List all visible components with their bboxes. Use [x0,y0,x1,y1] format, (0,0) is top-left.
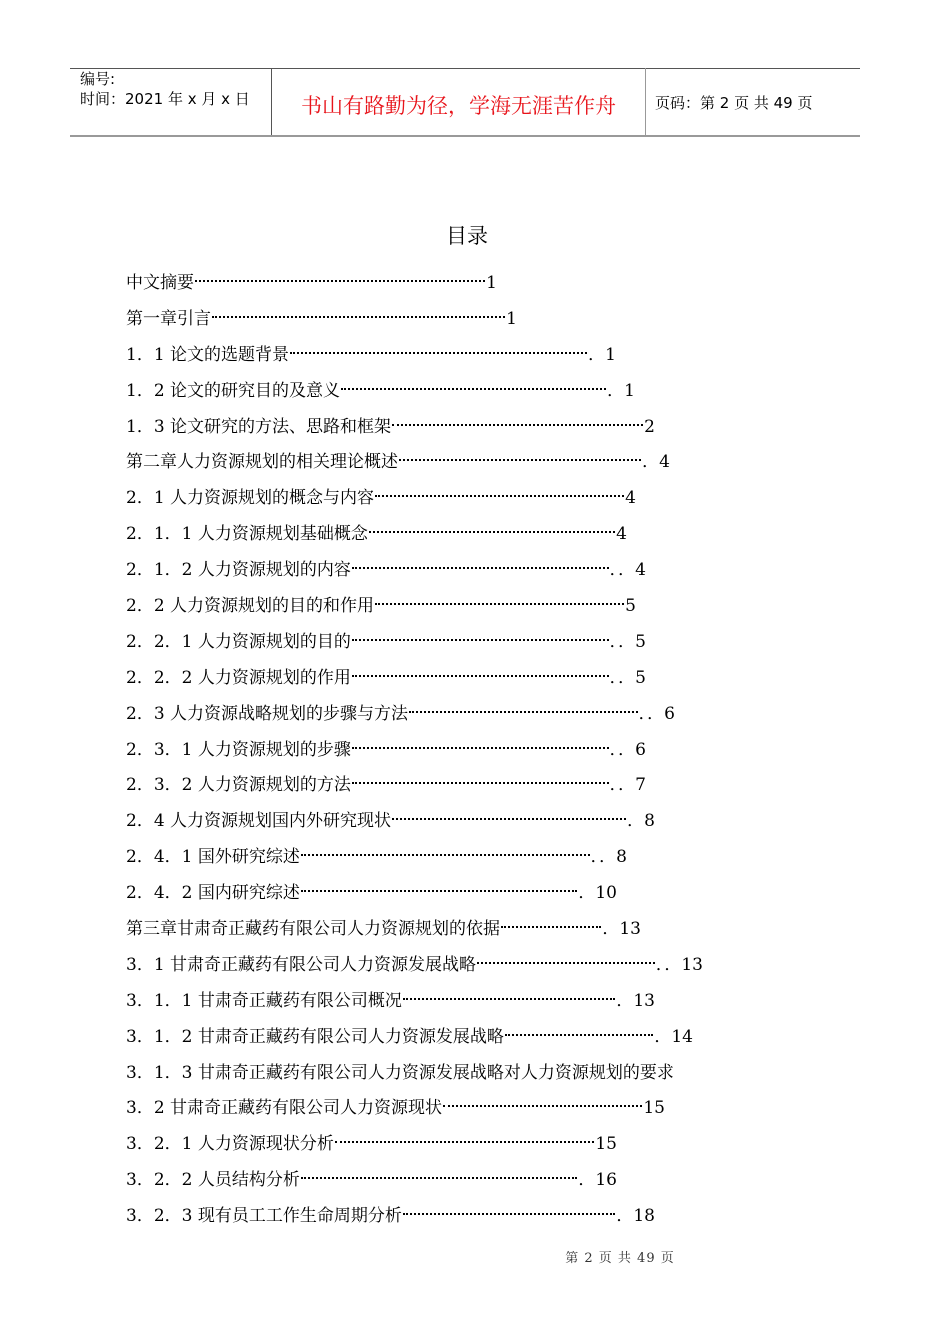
dot-leader [352,639,609,641]
toc-entry[interactable] [126,589,636,625]
dot-leader [301,854,590,856]
toc-entry[interactable] [126,481,636,517]
toc-entry-page: ．．6 [638,703,675,724]
toc-entry-title: 第三章甘肃奇正藏药有限公司人力资源规划的依据 [126,919,500,940]
toc-entry[interactable] [126,266,497,302]
toc-entry-title: 第一章引言 [126,308,211,329]
document-number-label: 编号: [80,70,116,88]
toc-entry-page: ．13 [616,990,655,1011]
toc-entry-page: ．14 [654,1026,693,1047]
dot-leader [341,388,606,390]
toc-entry[interactable] [126,1091,665,1127]
dot-leader [375,495,624,497]
toc-entry-title: 3．1．1 甘肃奇正藏药有限公司概况 [126,990,402,1011]
toc-entry-title: 2．3．2 人力资源规划的方法 [126,775,351,796]
toc-entry-title: 3．1．3 甘肃奇正藏药有限公司人力资源发展战略对人力资源规划的要求 [126,1062,674,1083]
toc-entry-page: ．13 [602,919,641,940]
toc-entry[interactable] [126,804,655,840]
toc-entry[interactable] [126,445,670,481]
toc-entry-page: ．16 [578,1170,617,1191]
dot-leader [195,280,485,282]
toc-entry-title: 3．2．3 现有员工工作生命周期分析 [126,1206,402,1227]
toc-entry-page: ．1 [588,344,616,365]
dot-leader [301,1177,578,1179]
toc-entry-page: ．4 [642,452,670,473]
toc-entry-title: 3．2．1 人力资源现状分析 [126,1134,334,1155]
dot-leader [352,782,609,784]
toc-entry[interactable] [126,517,627,553]
dot-leader [399,459,641,461]
toc-entry-title: 中文摘要 [126,273,194,293]
toc-entry[interactable] [126,984,655,1020]
toc-entry[interactable] [126,1127,617,1163]
toc-title: 目录 [446,224,488,248]
header-divider [645,68,646,136]
toc-entry-title: 3．2 甘肃奇正藏药有限公司人力资源现状 [126,1098,443,1119]
dot-leader [392,818,626,820]
dot-leader [290,352,587,354]
toc-entry-page: ．．7 [609,775,646,796]
toc-entry-title: 第二章人力资源规划的相关理论概述 [126,452,398,473]
toc-entry-title: 1．3 论文研究的方法、思路和框架 [126,416,392,437]
dot-leader [392,424,643,426]
dot-leader [477,962,655,964]
toc-entry-page: 15 [595,1134,617,1155]
dot-leader [505,1034,654,1036]
toc-entry-title: 3．2．2 人员结构分析 [126,1170,300,1191]
toc-entry-title: 1．1 论文的选题背景 [126,344,290,365]
page-footer: 第 2 页 共 49 页 [565,1251,675,1266]
toc-entry[interactable] [126,733,646,769]
toc-entry[interactable] [126,661,646,697]
toc-entry-title: 2．4．2 国内研究综述 [126,883,300,904]
dot-leader [335,1141,595,1143]
dot-leader [212,316,505,318]
table-of-contents [126,266,703,1235]
toc-entry[interactable] [126,1056,703,1092]
header-motto: 书山有路勤为径，学海无涯苦作舟 [301,94,616,118]
toc-entry-page: 4 [616,524,627,545]
toc-entry-page: ．18 [616,1206,655,1227]
toc-entry-title: 1．2 论文的研究目的及意义 [126,380,341,401]
toc-entry-title: 2．4 人力资源规划国内外研究现状 [126,811,392,832]
toc-entry-page: 15 [643,1098,665,1119]
toc-entry[interactable] [126,697,675,733]
header-bottom-rule [70,135,860,137]
toc-entry[interactable] [126,876,617,912]
toc-entry-title: 3．1．2 甘肃奇正藏药有限公司人力资源发展战略 [126,1026,504,1047]
toc-entry-page: ．10 [578,883,617,904]
document-time: 时间：2021 年 x 月 x 日 [80,90,250,108]
toc-entry-title: 2．4．1 国外研究综述 [126,847,300,868]
toc-entry[interactable] [126,374,635,410]
toc-entry-page: ．．8 [590,847,627,868]
toc-entry-page: ．．5 [609,631,646,652]
dot-leader [375,603,624,605]
toc-entry[interactable] [126,840,627,876]
toc-entry-page: 1 [506,308,517,329]
toc-entry[interactable] [126,1199,655,1235]
toc-entry-page: 2 [644,416,655,437]
toc-entry-title: 2．2．1 人力资源规划的目的 [126,631,351,652]
toc-entry-title: 2．2．2 人力资源规划的作用 [126,667,351,688]
toc-entry-title: 2．1．1 人力资源规划基础概念 [126,524,368,545]
toc-entry-title: 2．3 人力资源战略规划的步骤与方法 [126,703,409,724]
dot-leader [352,567,609,569]
toc-entry[interactable] [126,1163,617,1199]
toc-entry-page: ．．6 [609,739,646,760]
toc-entry-title: 2．1 人力资源规划的概念与内容 [126,488,375,509]
toc-entry[interactable] [126,625,646,661]
dot-leader [403,1213,616,1215]
toc-entry-page: ．1 [607,380,635,401]
toc-entry[interactable] [126,912,641,948]
toc-entry[interactable] [126,410,655,446]
dot-leader [301,890,578,892]
toc-entry-title: 2．3．1 人力资源规划的步骤 [126,739,351,760]
dot-leader [352,747,609,749]
toc-entry-page: 4 [625,488,636,509]
toc-entry[interactable] [126,553,646,589]
dot-leader [501,926,601,928]
toc-entry[interactable] [126,948,703,984]
toc-entry[interactable] [126,302,517,338]
toc-entry[interactable] [126,338,616,374]
toc-entry-page: 1 [486,273,497,293]
toc-entry-title: 3．1 甘肃奇正藏药有限公司人力资源发展战略 [126,954,477,975]
toc-entry-page: ．8 [627,811,655,832]
toc-entry-title: 2．2 人力资源规划的目的和作用 [126,596,375,617]
toc-entry-title: 2．1．2 人力资源规划的内容 [126,560,351,581]
toc-entry[interactable] [126,768,646,804]
dot-leader [352,675,609,677]
toc-entry[interactable] [126,1020,693,1056]
dot-leader [369,531,615,533]
header-top-rule [70,68,860,69]
toc-entry-page: ．．5 [609,667,646,688]
dot-leader [403,998,616,1000]
toc-entry-page: 5 [625,596,636,617]
toc-entry-page: ．．13 [655,954,703,975]
dot-leader [443,1105,642,1107]
dot-leader [409,711,638,713]
header-page-info: 页码：第 2 页 共 49 页 [655,94,813,112]
toc-entry-page: ．．4 [609,560,646,581]
